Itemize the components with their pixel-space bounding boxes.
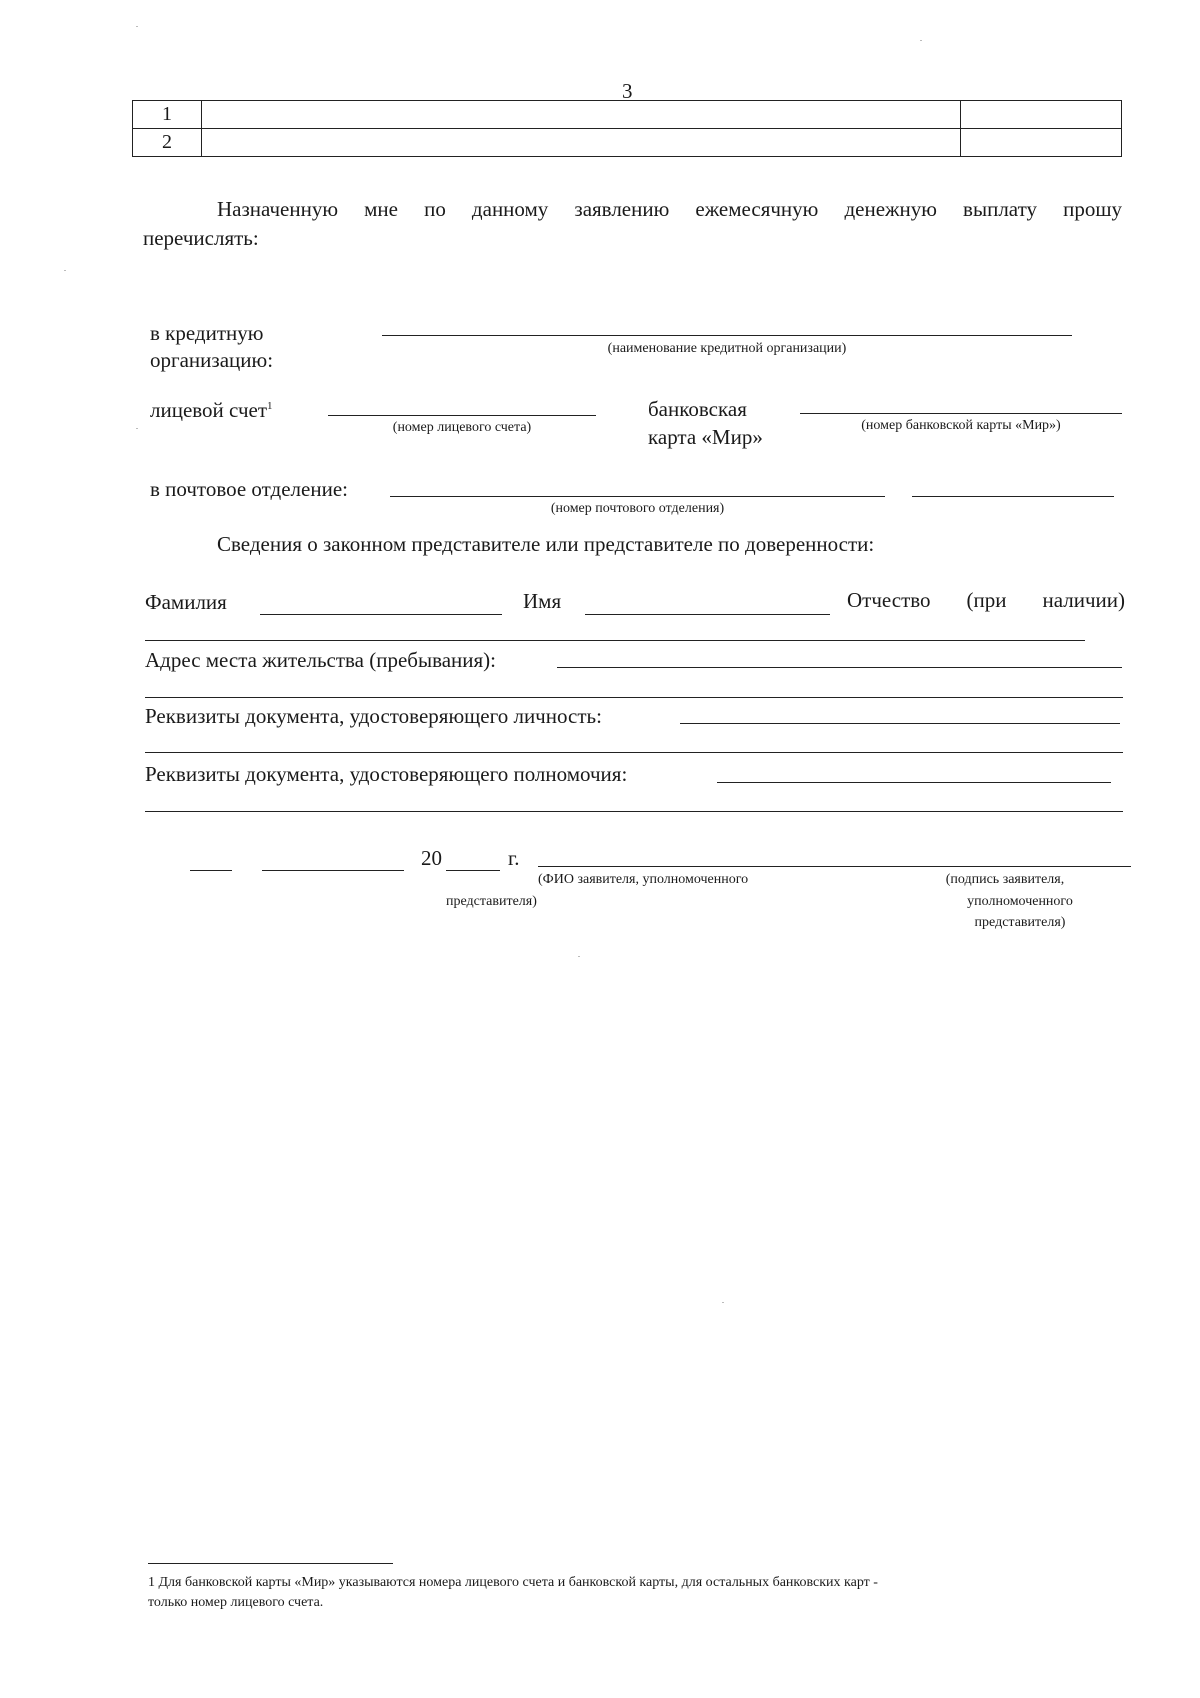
address-field[interactable] xyxy=(557,667,1122,668)
id-document-field[interactable] xyxy=(680,723,1120,724)
first-name-label: Имя xyxy=(523,589,562,613)
footnote-separator xyxy=(148,1563,393,1564)
authority-document-label: Реквизиты документа, удостоверяющего полномочия: xyxy=(145,762,628,786)
row-extra-cell[interactable] xyxy=(961,129,1122,157)
scan-speck xyxy=(722,1302,724,1303)
date-day-field[interactable] xyxy=(190,870,232,871)
scan-speck xyxy=(578,956,580,957)
footnote-line-1: 1 Для банковской карты «Мир» указываются номера лицевого счета и банковской карты, для остальных банковских карт - xyxy=(148,1575,878,1590)
patronymic-label: Отчество (при наличии) xyxy=(847,588,1125,612)
patronymic-field[interactable] xyxy=(145,640,1085,641)
card-number-field[interactable] xyxy=(800,413,1122,414)
authority-document-field[interactable] xyxy=(717,782,1111,783)
row-number: 1 xyxy=(133,101,202,129)
id-document-label: Реквизиты документа, удостоверяющего личность: xyxy=(145,704,602,728)
signature-caption-line-2: уполномоченного xyxy=(967,894,1073,909)
date-month-field[interactable] xyxy=(262,870,404,871)
post-office-caption: (номер почтового отделения) xyxy=(550,501,725,516)
authority-document-field-continued[interactable] xyxy=(145,811,1123,812)
post-office-extra-field[interactable] xyxy=(912,496,1114,497)
account-number-caption: (номер лицевого счета) xyxy=(392,420,532,435)
account-number-field[interactable] xyxy=(328,415,596,416)
scan-speck xyxy=(920,40,922,41)
footnote-line-2: только номер лицевого счета. xyxy=(148,1595,324,1610)
scan-speck xyxy=(64,270,66,271)
credit-organization-field[interactable] xyxy=(382,335,1072,336)
year-suffix: г. xyxy=(508,846,520,870)
intro-line-1: Назначенную мне по данному заявлению ежемесячную денежную выплату прошу xyxy=(217,197,1122,221)
row-number: 2 xyxy=(133,129,202,157)
first-name-field[interactable] xyxy=(585,614,830,615)
fio-caption-line-1: (ФИО заявителя, уполномоченного xyxy=(538,872,749,887)
credit-label-line-2: организацию: xyxy=(150,348,274,372)
scan-speck xyxy=(136,26,138,27)
fio-caption-line-2: представителя) xyxy=(446,894,537,909)
surname-label: Фамилия xyxy=(145,590,227,614)
representative-heading: Сведения о законном представителе или представителе по доверенности: xyxy=(217,532,875,556)
intro-line-2: перечислять: xyxy=(143,226,259,250)
card-label-line-2: карта «Мир» xyxy=(648,425,763,449)
address-field-continued[interactable] xyxy=(145,697,1123,698)
signature-caption-line-1: (подпись заявителя, xyxy=(945,872,1065,887)
table-row xyxy=(133,129,1122,157)
account-label-text: лицевой счет xyxy=(150,398,267,422)
scan-speck xyxy=(136,428,138,429)
address-label: Адрес места жительства (пребывания): xyxy=(145,648,497,672)
table-row xyxy=(133,101,1122,129)
id-document-field-continued[interactable] xyxy=(145,752,1123,753)
row-text-cell[interactable] xyxy=(202,101,961,129)
credit-organization-caption: (наименование кредитной организации) xyxy=(607,341,847,356)
row-extra-cell[interactable] xyxy=(961,101,1122,129)
card-label-line-1: банковская xyxy=(648,397,747,421)
card-number-caption: (номер банковской карты «Мир») xyxy=(861,418,1061,433)
row-text-cell[interactable] xyxy=(202,129,961,157)
post-office-field[interactable] xyxy=(390,496,885,497)
fio-signature-field[interactable] xyxy=(538,866,1131,867)
footnote-mark: 1 xyxy=(267,400,273,412)
surname-field[interactable] xyxy=(260,614,502,615)
page-number: 3 xyxy=(622,79,633,103)
credit-label-line-1: в кредитную xyxy=(150,321,264,345)
year-prefix: 20 xyxy=(421,846,442,870)
post-label: в почтовое отделение: xyxy=(150,477,348,501)
date-year-field[interactable] xyxy=(446,870,500,871)
account-label xyxy=(150,397,273,423)
items-table xyxy=(132,100,1122,157)
signature-caption-line-3: представителя) xyxy=(974,915,1066,930)
